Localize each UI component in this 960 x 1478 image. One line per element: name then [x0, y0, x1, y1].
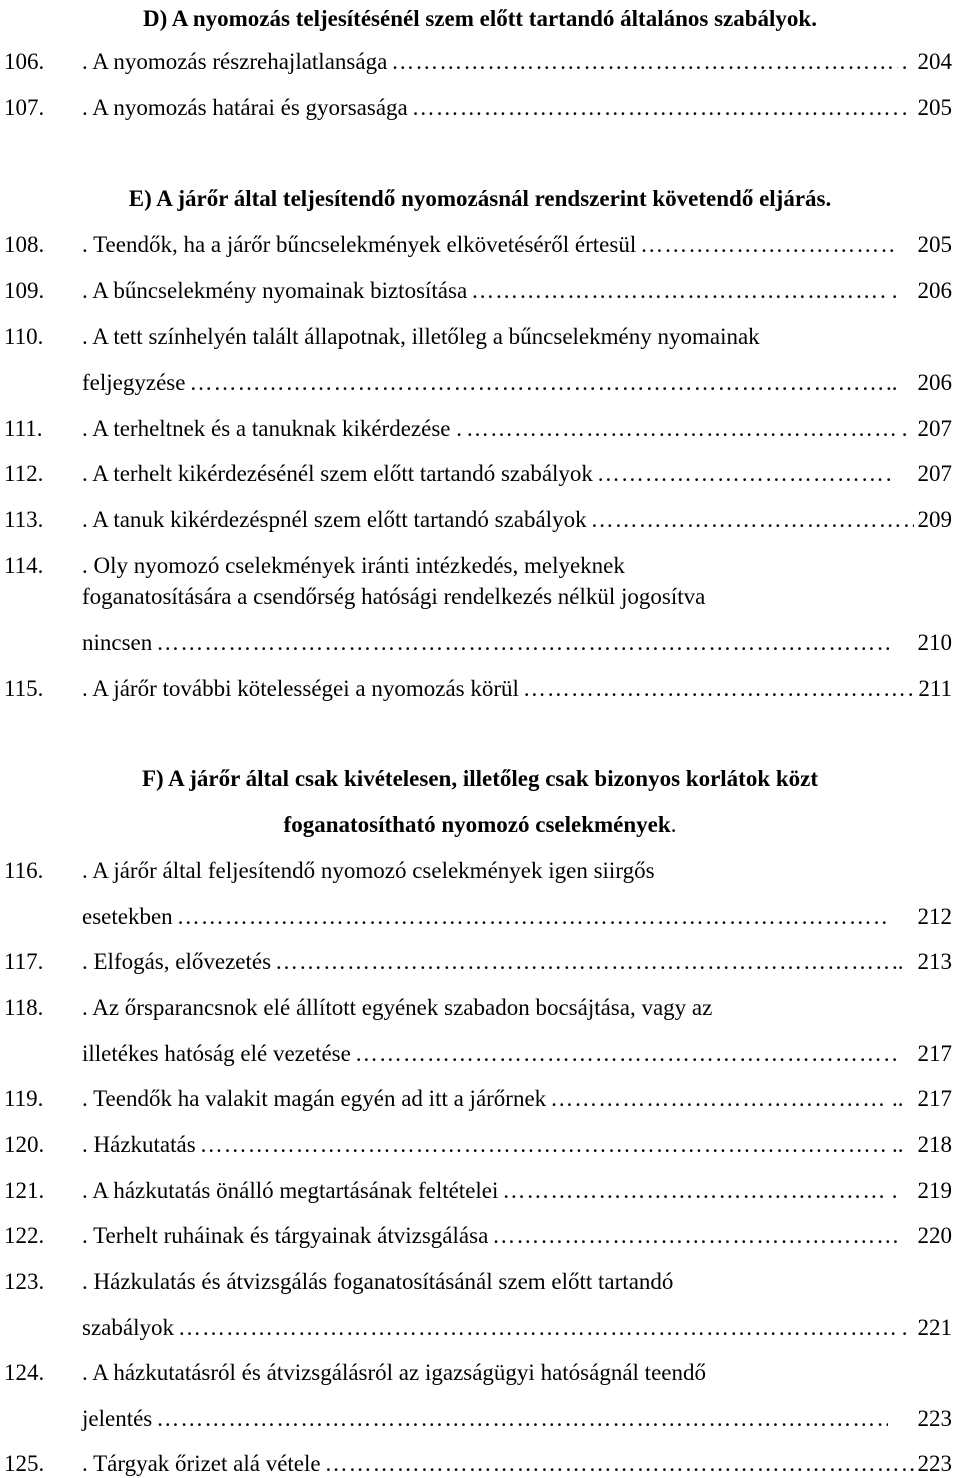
section-e-heading: E) A járőr által teljesítendő nyomozásnál rendszerint követendő eljárás.	[128, 186, 832, 211]
entry-number: 114.	[4, 553, 44, 578]
entry-number: 124.	[4, 1360, 45, 1385]
dot-leader	[189, 371, 882, 394]
entry-title: . Elfogás, elővezetés	[82, 949, 272, 974]
entry-title-continuation: esetekben	[82, 904, 173, 929]
entry-number: 121.	[4, 1178, 45, 1203]
entry-tail: ..	[892, 1132, 904, 1157]
entry-title-continuation: szabályok	[82, 1315, 174, 1340]
section-f-heading-dot: .	[670, 812, 677, 837]
entry-title: . Házkulatás és átvizsgálás foganatosításánál szem előtt tartandó	[82, 1269, 674, 1294]
entry-title: . A tett színhelyén talált állapotnak, illetőleg a bűncselekmény nyomainak	[82, 324, 760, 349]
dot-leader	[466, 417, 898, 440]
entry-title: . Teendők, ha a járőr bűncselekmények elkövetéséről értesül	[82, 232, 637, 257]
dot-leader	[550, 1087, 888, 1110]
entry-title: . A tanuk kikérdezéspnél szem előtt tartandó szabályok	[82, 507, 587, 532]
dot-leader	[412, 96, 898, 119]
entry-tail: .	[901, 416, 908, 441]
entry-title: . A járőr további kötelességei a nyomozás körül	[82, 676, 519, 701]
entry-page: 217	[917, 1086, 952, 1111]
entry-number: 125.	[4, 1451, 45, 1476]
toc-entry-113	[4, 508, 952, 531]
dot-leader	[200, 1133, 888, 1156]
toc-entry-124-continuation	[82, 1407, 952, 1430]
dot-leader	[177, 905, 888, 928]
entry-tail: .	[891, 1178, 898, 1203]
dot-leader	[325, 1452, 914, 1475]
entry-tail: .	[901, 49, 908, 74]
entry-title: . Terhelt ruháinak és tárgyainak átvizsgálása	[82, 1223, 489, 1248]
entry-page: 219	[917, 1178, 952, 1203]
toc-entry-114-continuation-2	[82, 631, 952, 654]
section-f-heading-line1: F) A járőr által csak kivételesen, illetőleg csak bizonyos korlátok közt	[141, 766, 819, 791]
entry-page: 205	[917, 232, 952, 257]
entry-number: 119.	[4, 1086, 44, 1111]
entry-page: 205	[917, 95, 952, 120]
dot-leader	[471, 279, 888, 302]
entry-page: 211	[918, 676, 952, 701]
dot-leader	[640, 233, 893, 256]
entry-title: . Teendők ha valakit magán egyén ad itt a járőrnek	[82, 1086, 547, 1111]
toc-entry-109	[4, 279, 952, 302]
dot-leader	[492, 1224, 897, 1247]
toc-entry-116-continuation	[82, 905, 952, 928]
entry-tail: ..	[892, 1086, 904, 1111]
toc-entry-123-continuation	[82, 1316, 952, 1339]
entry-tail: .	[891, 1041, 898, 1066]
entry-page: 207	[917, 416, 952, 441]
toc-entry-119	[4, 1087, 952, 1110]
toc-entry-107	[4, 96, 952, 119]
dot-leader	[591, 508, 914, 531]
entry-title: . A nyomozás részrehajlatlansága	[82, 49, 388, 74]
entry-number: 110.	[4, 324, 44, 349]
entry-number: 115.	[4, 676, 44, 701]
entry-title-continuation: nincsen	[82, 630, 153, 655]
entry-page: 204	[917, 49, 952, 74]
toc-entry-120	[4, 1133, 952, 1156]
toc-entry-123	[4, 1270, 952, 1293]
entry-title: . Tárgyak őrizet alá vétele	[82, 1451, 321, 1476]
entry-tail: .	[901, 1315, 908, 1340]
section-f-heading-line2	[0, 813, 960, 836]
entry-title-continuation: jelentés	[82, 1406, 153, 1431]
toc-entry-115	[4, 677, 952, 700]
entry-number: 117.	[4, 949, 44, 974]
dot-leader	[523, 677, 914, 700]
entry-number: 123.	[4, 1269, 45, 1294]
entry-title: . Oly nyomozó cselekmények iránti intézkedés, melyeknek	[82, 553, 625, 578]
toc-entry-124	[4, 1361, 952, 1384]
toc-entry-106	[4, 50, 952, 73]
dot-leader	[355, 1042, 888, 1065]
entry-page: 223	[917, 1406, 952, 1431]
entry-number: 108.	[4, 232, 45, 257]
entry-number: 122.	[4, 1223, 45, 1248]
entry-tail: ..	[886, 370, 898, 395]
entry-page: 206	[917, 278, 952, 303]
entry-title: . A terhelt kikérdezésénél szem előtt tartandó szabályok	[82, 461, 593, 486]
toc-entry-117	[4, 950, 952, 973]
dot-leader	[597, 462, 894, 485]
entry-title-continuation: feljegyzése	[82, 370, 186, 395]
entry-number: 118.	[4, 995, 44, 1020]
entry-title: . Házkutatás	[82, 1132, 196, 1157]
entry-number: 111.	[4, 416, 43, 441]
entry-page: 218	[917, 1132, 952, 1157]
entry-page: 223	[917, 1451, 952, 1476]
entry-number: 120.	[4, 1132, 45, 1157]
entry-title: . A házkutatásról és átvizsgálásról az igazságügyi hatóságnál teendő	[82, 1360, 706, 1385]
entry-title: . Az őrsparancsnok elé állított egyének szabadon bocsájtása, vagy az	[82, 995, 713, 1020]
toc-entry-125	[4, 1452, 952, 1475]
entry-number: 109.	[4, 278, 45, 303]
toc-entry-114-continuation: foganatosítására a csendőrség hatósági rendelkezés nélkül jogosítva	[82, 584, 706, 609]
entry-page: 209	[917, 507, 952, 532]
toc-entry-110-continuation	[82, 371, 952, 394]
entry-page: 220	[917, 1223, 952, 1248]
entry-tail: .	[901, 95, 908, 120]
dot-leader	[502, 1179, 887, 1202]
dot-leader	[156, 1407, 887, 1430]
entry-title: . A terheltnek és a tanuknak kikérdezése .	[82, 416, 462, 441]
entry-page: 217	[917, 1041, 952, 1066]
toc-entry-122	[4, 1224, 952, 1247]
dot-leader	[178, 1316, 898, 1339]
toc-entry-108	[4, 233, 952, 256]
section-f-heading-text: foganatosítható nyomozó cselekmények	[283, 812, 671, 837]
entry-title: . A házkutatás önálló megtartásának feltételei	[82, 1178, 499, 1203]
entry-title: . A bűncselekmény nyomainak biztosítása	[82, 278, 468, 303]
entry-page: 221	[917, 1315, 952, 1340]
entry-number: 107.	[4, 95, 45, 120]
entry-tail: ..	[892, 949, 904, 974]
dot-leader	[156, 631, 893, 654]
entry-number: 113.	[4, 507, 44, 532]
entry-number: 106.	[4, 49, 45, 74]
entry-page: 210	[917, 630, 952, 655]
entry-page: 213	[917, 949, 952, 974]
toc-entry-110	[4, 325, 952, 348]
toc-entry-112	[4, 462, 952, 485]
entry-number: 116.	[4, 858, 44, 883]
entry-title: . A járőr által feljesítendő nyomozó cselekmények igen siirgős	[82, 858, 655, 883]
section-d-heading: D) A nyomozás teljesítésénél szem előtt tartandó általános szabályok.	[143, 6, 817, 31]
entry-page: 212	[917, 904, 952, 929]
entry-page: 206	[917, 370, 952, 395]
toc-entry-118	[4, 996, 952, 1019]
dot-leader	[275, 950, 888, 973]
entry-title: . A nyomozás határai és gyorsasága	[82, 95, 408, 120]
toc-entry-114	[4, 554, 952, 577]
toc-entry-111	[4, 417, 952, 440]
toc-entry-118-continuation	[82, 1042, 952, 1065]
toc-entry-121	[4, 1179, 952, 1202]
toc-entry-116	[4, 859, 952, 882]
dot-leader	[391, 50, 897, 73]
entry-number: 112.	[4, 461, 44, 486]
entry-tail: .	[891, 278, 898, 303]
entry-title-continuation: illetékes hatóság elé vezetése	[82, 1041, 351, 1066]
entry-page: 207	[917, 461, 952, 486]
